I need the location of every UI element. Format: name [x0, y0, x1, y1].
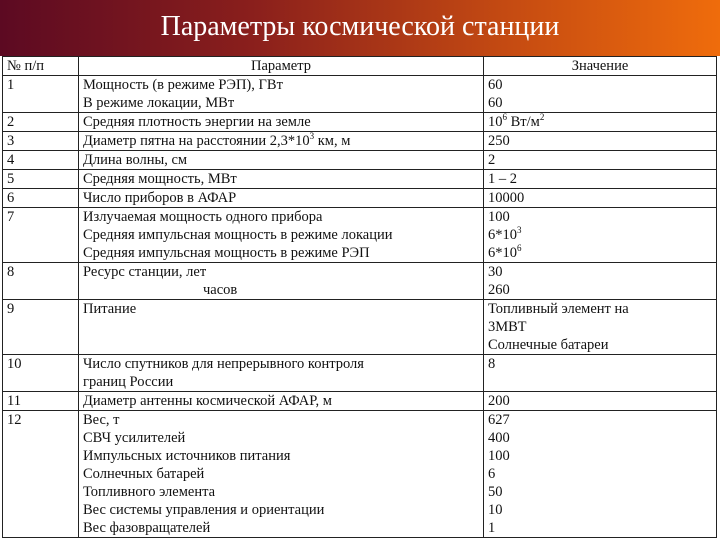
row-number: 1 [3, 76, 79, 113]
table-row [3, 170, 717, 189]
parameters-table-container [2, 56, 718, 540]
row-number: 7 [3, 208, 79, 263]
value-cell [484, 392, 717, 411]
value-line: 200 [488, 393, 510, 409]
value-line: $6*10^6$ [488, 244, 522, 261]
value-line: 6 [488, 466, 496, 482]
row-number: 4 [3, 151, 79, 170]
value-line: $6*10^3$ [488, 226, 522, 243]
parameter-cell [79, 113, 484, 132]
parameter-cell [79, 411, 484, 538]
table-row [3, 300, 717, 355]
value-line: 250 [488, 133, 510, 149]
parameter-line: Средняя плотность энергии на земле [83, 114, 311, 130]
parameter-cell [79, 151, 484, 170]
parameters-table [2, 56, 717, 538]
value-line: 60 [488, 77, 503, 93]
parameter-cell [79, 208, 484, 263]
value-line: 10000 [488, 190, 525, 206]
parameter-line: Средняя импульсная мощность в режиме локации [83, 227, 393, 243]
value-cell [484, 355, 717, 392]
row-number: 8 [3, 263, 79, 300]
value-line: 30 [488, 264, 503, 280]
header-value: Значение [484, 57, 717, 76]
table-row [3, 151, 717, 170]
parameter-line: Излучаемая мощность одного прибора [83, 209, 323, 225]
parameter-line: Ресурс станции, лет [83, 264, 207, 280]
parameter-line: Топливного элемента [83, 484, 216, 500]
table-row [3, 392, 717, 411]
parameter-line: Вес системы управления и ориентации [83, 502, 325, 518]
parameter-cell [79, 76, 484, 113]
row-number: 10 [3, 355, 79, 392]
row-number: 9 [3, 300, 79, 355]
value-line: 60 [488, 95, 503, 111]
table-row [3, 355, 717, 392]
parameter-line: часов [203, 282, 238, 298]
row-number: 3 [3, 132, 79, 151]
value-line: 100 [488, 448, 510, 464]
value-line: $10^6$ $Вт/м^2$ [488, 113, 545, 130]
value-cell [484, 76, 717, 113]
parameter-line: Вес фазовращателей [83, 520, 211, 536]
parameter-line: Диаметр пятна на расстоянии $2,3*10^3$ км, м [83, 132, 351, 149]
value-cell [484, 411, 717, 538]
row-number: 2 [3, 113, 79, 132]
parameter-line: Число спутников для непрерывного контроля [83, 356, 364, 372]
value-cell [484, 300, 717, 355]
value-line: 627 [488, 412, 510, 428]
header-number: № п/п [3, 57, 79, 76]
value-cell [484, 208, 717, 263]
header-parameter: Параметр [79, 57, 484, 76]
value-line: 1 [488, 520, 496, 536]
value-line: Топливный элемент на [488, 301, 629, 317]
parameter-line: Длина волны, см [83, 152, 188, 168]
parameter-line: СВЧ усилителей [83, 430, 186, 446]
table-row [3, 132, 717, 151]
slide-title: Параметры космической станции [160, 11, 560, 42]
parameter-cell [79, 300, 484, 355]
row-number: 6 [3, 189, 79, 208]
parameter-cell [79, 392, 484, 411]
parameter-line: Мощность (в режиме РЭП), ГВт [83, 77, 283, 93]
value-line: 400 [488, 430, 510, 446]
value-line: 8 [488, 356, 496, 372]
value-line: 2 [488, 152, 496, 168]
value-line: 100 [488, 209, 510, 225]
parameter-line: Средняя импульсная мощность в режиме РЭП [83, 245, 370, 261]
parameter-line: Средняя мощность, МВт [83, 171, 237, 187]
parameter-cell [79, 170, 484, 189]
parameter-cell [79, 132, 484, 151]
table-row [3, 113, 717, 132]
parameter-line: Число приборов в АФАР [83, 190, 237, 206]
table-row [3, 208, 717, 263]
parameter-cell [79, 189, 484, 208]
table-body [3, 76, 717, 538]
value-line: 1 – 2 [488, 171, 517, 187]
value-cell [484, 113, 717, 132]
value-line: 3МВТ [488, 319, 527, 335]
value-line: Солнечные батареи [488, 337, 609, 353]
parameter-cell [79, 263, 484, 300]
table-row [3, 189, 717, 208]
value-cell [484, 170, 717, 189]
table-row [3, 76, 717, 113]
parameter-line: Импульсных источников питания [83, 448, 291, 464]
table-header-row [3, 57, 717, 76]
parameter-cell [79, 355, 484, 392]
value-cell [484, 263, 717, 300]
table-row [3, 411, 717, 538]
value-line: 260 [488, 282, 510, 298]
value-cell [484, 151, 717, 170]
parameter-line: В режиме локации, МВт [83, 95, 235, 111]
value-cell [484, 132, 717, 151]
row-number: 5 [3, 170, 79, 189]
parameter-line: Диаметр антенны космической АФАР, м [83, 393, 332, 409]
parameter-line: границ России [83, 374, 174, 390]
parameter-line: Солнечных батарей [83, 466, 205, 482]
parameter-line: Питание [83, 301, 137, 317]
parameter-line: Вес, т [83, 412, 120, 428]
table-row [3, 263, 717, 300]
value-cell [484, 189, 717, 208]
title-bar [0, 0, 720, 56]
row-number: 12 [3, 411, 79, 538]
row-number: 11 [3, 392, 79, 411]
value-line: 50 [488, 484, 503, 500]
value-line: 10 [488, 502, 503, 518]
